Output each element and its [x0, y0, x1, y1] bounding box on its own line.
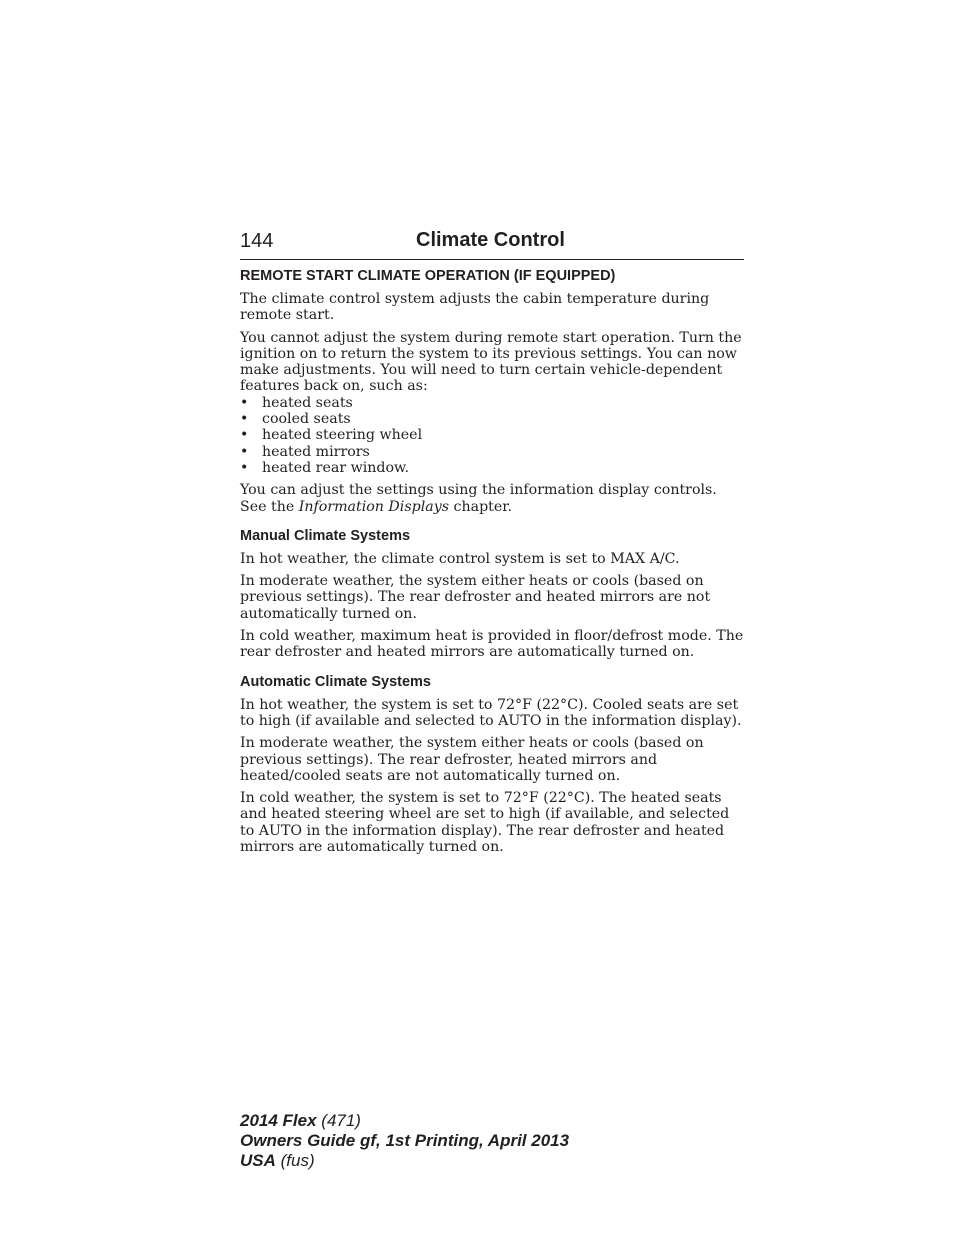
footer-line: 2014 Flex (471) [240, 1111, 361, 1130]
paragraph: In hot weather, the climate control system is set to MAX A/C. [240, 550, 680, 567]
footer-line: USA (fus) [240, 1151, 315, 1170]
subheading-automatic-climate: Automatic Climate Systems [240, 673, 431, 690]
bullet-icon: • [240, 459, 249, 476]
paragraph: In cold weather, the system is set to 72°F (22°C). The heated seats and heated steering wheel are set to high (if available, and selected to AUTO in the information display). The rear defroster and heated mirrors are automatically turned on. [240, 790, 730, 856]
chapter-title: Climate Control [416, 229, 565, 251]
list-item: • heated seats [240, 394, 353, 411]
section-heading-remote-start: REMOTE START CLIMATE OPERATION (IF EQUIPPED) [240, 268, 616, 284]
bullet-icon: • [240, 427, 249, 444]
paragraph: You cannot adjust the system during remote start operation. Turn the ignition on to return the system to its previous settings. You can now make adjustments. You will need to turn certain vehicle-dependent features back on, such as: [240, 329, 742, 395]
bullet-icon: • [240, 411, 249, 428]
list-item: • heated steering wheel [240, 427, 423, 444]
paragraph: The climate control system adjusts the cabin temperature during remote start. [240, 291, 710, 324]
list-item: • heated rear window. [240, 459, 410, 476]
paragraph: In moderate weather, the system either heats or cools (based on previous settings). The rear defroster, heated mirrors and heated/cooled seats are not automatically turned on. [240, 735, 704, 784]
subheading-manual-climate: Manual Climate Systems [240, 527, 411, 544]
paragraph: In cold weather, maximum heat is provided in floor/defrost mode. The rear defroster and heated mirrors are automatically turned on. [240, 628, 744, 661]
paragraph: You can adjust the settings using the information display controls. See the Information Displays chapter. [240, 482, 717, 515]
bullet-icon: • [240, 394, 249, 411]
list-item: • heated mirrors [240, 443, 370, 460]
feature-list [240, 395, 744, 476]
bullet-icon: • [240, 443, 249, 460]
list-item: • cooled seats [240, 411, 351, 428]
page-footer [240, 1111, 569, 1171]
page-number: 144 [240, 230, 274, 252]
page-content [240, 267, 744, 861]
paragraph: In hot weather, the system is set to 72°F (22°C). Cooled seats are set to high (if available and selected to AUTO in the information display). [240, 696, 742, 729]
footer-line: Owners Guide gf, 1st Printing, April 2013 [240, 1131, 570, 1150]
paragraph: In moderate weather, the system either heats or cools (based on previous settings). The rear defroster and heated mirrors are not automatically turned on. [240, 573, 711, 622]
chapter-reference: Information Displays [298, 498, 450, 515]
page-header [240, 228, 744, 260]
